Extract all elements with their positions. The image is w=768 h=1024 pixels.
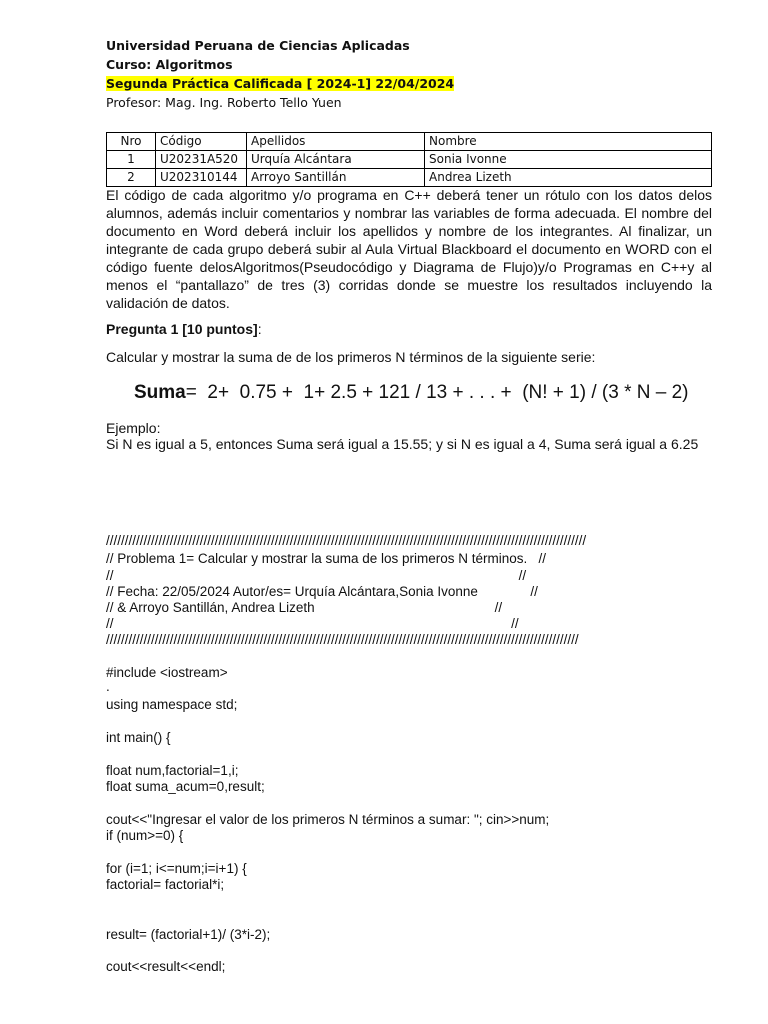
code-line: result= (factorial+1)/ (3*i-2); — [106, 927, 271, 942]
code-line: float suma_acum=0,result; — [106, 779, 265, 794]
table-cell: Andrea Lizeth — [425, 169, 712, 187]
code-banner-line: // Problema 1= Calcular y mostrar la suma de los primeros N términos. // — [106, 551, 547, 566]
code-banner-bottom: ////////////////////////////////////////////////////////////////////////////////////////////////////////////////////////////// — [106, 632, 579, 647]
code-banner-line: // & Arroyo Santillán, Andrea Lizeth // — [106, 600, 503, 615]
code-banner-line: // // — [106, 568, 527, 583]
table-row — [107, 169, 712, 187]
table-row — [107, 151, 712, 169]
code-line: if (num>=0) { — [106, 828, 184, 843]
formula-expression: = 2+ 0.75 + 1+ 2.5 + 121 / 13 + . . . + (N! + 1) / (3 * N – 2) — [185, 382, 689, 403]
code-line: float num,factorial=1,i; — [106, 763, 239, 778]
university-name: Universidad Peruana de Ciencias Aplicadas — [106, 38, 410, 53]
table-cell: Urquía Alcántara — [247, 151, 425, 169]
table-cell: 1 — [107, 151, 156, 169]
table-cell: U202310144 — [156, 169, 247, 187]
code-line: cout<<"Ingresar el valor de los primeros N términos a sumar: "; cin>>num; — [106, 812, 550, 827]
code-line: int main() { — [106, 730, 171, 745]
table-header-row — [107, 133, 712, 151]
code-line: for (i=1; i<=num;i=i+1) { — [106, 861, 247, 876]
question-title: Pregunta 1 [10 puntos] — [106, 321, 258, 337]
student-table — [106, 132, 712, 187]
code-line: factorial= factorial*i; — [106, 877, 225, 892]
table-cell: Sonia Ivonne — [425, 151, 712, 169]
code-line: #include <iostream> — [106, 665, 228, 680]
code-banner-line: // // — [106, 616, 519, 631]
table-cell: 2 — [107, 169, 156, 187]
code-banner-top: //////////////////////////////////////////////////////////////////////////////////////////////////////////////////////////////// — [106, 533, 587, 548]
instructions-paragraph: El código de cada algoritmo y/o programa en C++ deberá tener un rótulo con los datos delos alumnos, además incluir comentarios y nombrar las variables de forma adecuada. El nombre del documento en Word deberá incluir los apellidos y nombre de los integrantes. Al finalizar, un integrante de cada grupo deberá subir al Aula Virtual Blackboard el documento en WORD con el código fuente delosAlgoritmos(Pseudocódigo y Diagrama de Flujo)y/o Programas en C++y al menos el “pantallazo” de tres (3) corridas donde se muestre los resultados incluyendo la validación de datos. — [106, 187, 712, 311]
table-cell: Arroyo Santillán — [247, 169, 425, 187]
series-formula — [134, 382, 689, 404]
table-header-cell: Apellidos — [247, 133, 425, 151]
professor-name: Profesor: Mag. Ing. Roberto Tello Yuen — [106, 95, 342, 110]
code-line: . — [106, 679, 110, 694]
table-cell: U20231A520 — [156, 151, 247, 169]
formula-label: Suma — [134, 382, 186, 403]
code-line: cout<<result<<endl; — [106, 959, 226, 974]
example-text: Si N es igual a 5, entonces Suma será igual a 15.55; y si N es igual a 4, Suma será igual a 6.25 — [106, 436, 699, 452]
table-header-cell: Nombre — [425, 133, 712, 151]
question-title-line — [106, 321, 262, 337]
question-statement: Calcular y mostrar la suma de de los primeros N términos de la siguiente serie: — [106, 349, 596, 365]
code-line: using namespace std; — [106, 697, 238, 712]
table-header-cell: Nro — [107, 133, 156, 151]
question-title-suffix: : — [257, 321, 262, 337]
example-label: Ejemplo: — [106, 420, 161, 436]
exam-title: Segunda Práctica Calificada [ 2024-1] 22/04/2024 — [106, 76, 455, 91]
course-name: Curso: Algoritmos — [106, 57, 233, 72]
table-header-cell: Código — [156, 133, 247, 151]
code-banner-line: // Fecha: 22/05/2024 Autor/es= Urquía Alcántara,Sonia Ivonne // — [106, 584, 538, 599]
